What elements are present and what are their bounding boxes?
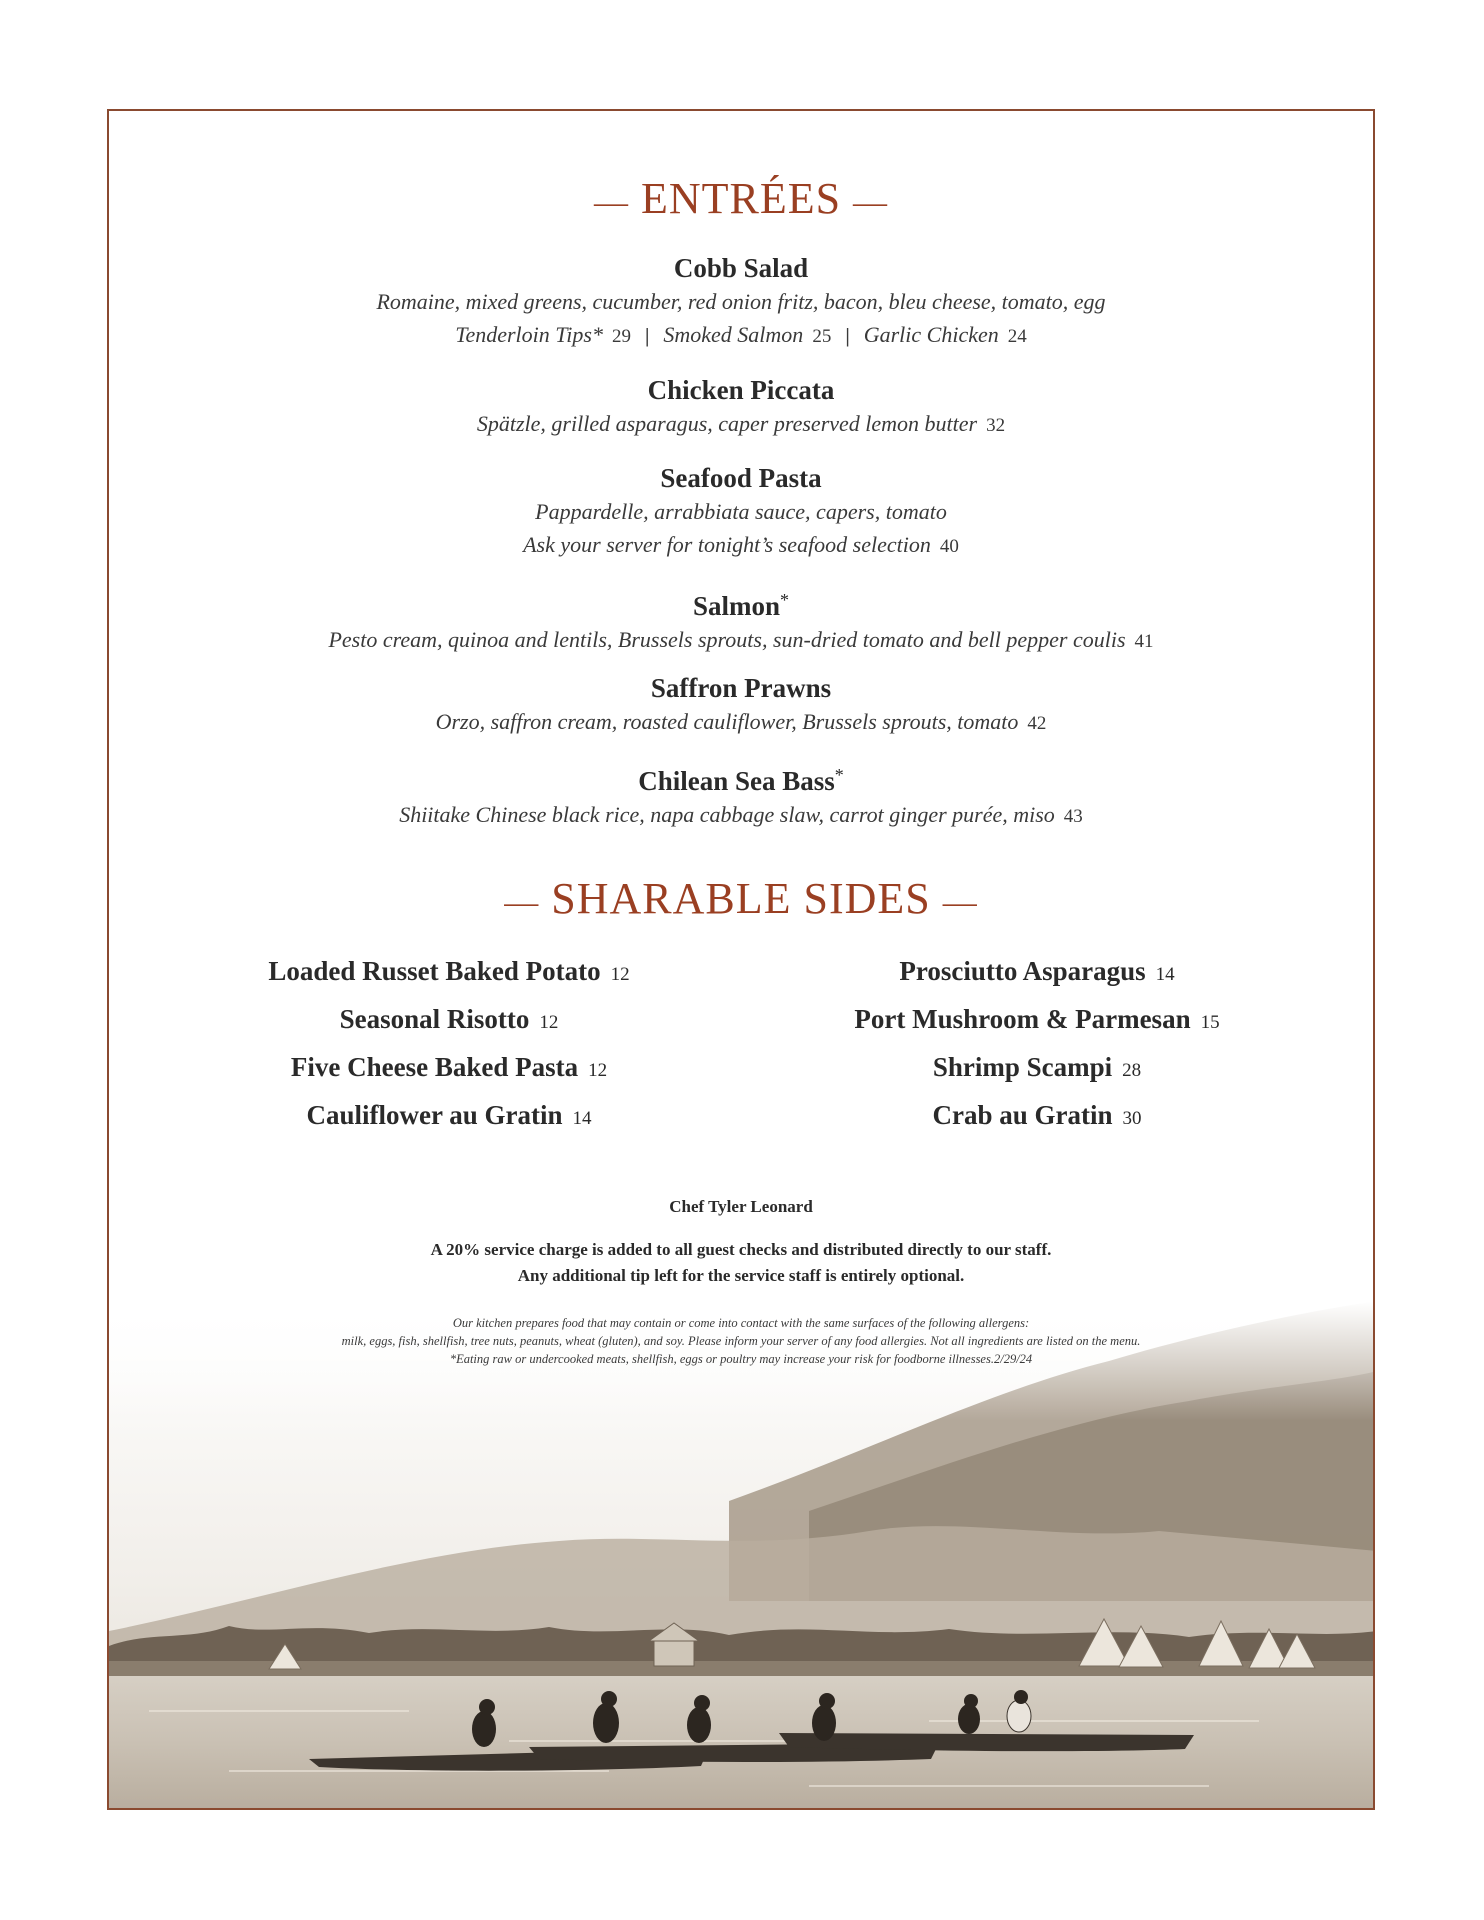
dish-name: Salmon*	[692, 590, 790, 621]
allergen-disclaimer	[109, 1314, 1373, 1368]
dish-description-2: Ask your server for tonight’s seafood selection 40	[523, 532, 959, 557]
heading-dash: —	[942, 883, 978, 921]
sides-heading	[109, 873, 1373, 924]
side-price: 14	[572, 1108, 592, 1129]
option-price: 25	[812, 326, 832, 347]
dish-description: Shiitake Chinese black rice, napa cabbage slaw, carrot ginger purée, miso 43	[399, 802, 1083, 827]
side-item: Port Mushroom & Parmesan 15	[854, 1004, 1220, 1034]
allergen-line: milk, eggs, fish, shellfish, tree nuts, peanuts, wheat (gluten), and soy. Please inform your server of any food allergies. Not all ingredients are listed on the menu.	[341, 1334, 1141, 1348]
dish-description: Orzo, saffron cream, roasted cauliflower, Brussels sprouts, tomato 42	[435, 709, 1047, 734]
dish-name: Seafood Pasta	[660, 463, 822, 493]
side-item: Prosciutto Asparagus 14	[899, 956, 1175, 986]
heading-dash: —	[504, 883, 540, 921]
side-price: 12	[610, 964, 630, 985]
dish-description: Pesto cream, quinoa and lentils, Brussels sprouts, sun-dried tomato and bell pepper coulis 41	[328, 627, 1154, 652]
raw-warning-mark: *	[780, 590, 790, 610]
dish-name: Chicken Piccata	[647, 375, 835, 405]
side-item: Loaded Russet Baked Potato 12	[268, 956, 630, 986]
dish-saffron-prawns	[109, 671, 1373, 740]
dish-name: Saffron Prawns	[650, 673, 832, 703]
dish-price: 32	[986, 415, 1006, 436]
side-price: 12	[588, 1060, 608, 1081]
option-price: 29	[611, 326, 631, 347]
side-item: Crab au Gratin 30	[932, 1100, 1142, 1130]
menu-frame	[107, 109, 1375, 1810]
side-item: Shrimp Scampi 28	[932, 1052, 1142, 1082]
side-price: 15	[1200, 1012, 1220, 1033]
service-line: A 20% service charge is added to all guest checks and distributed directly to our staff.	[430, 1240, 1052, 1259]
dish-cobb-salad	[109, 251, 1373, 353]
dish-seafood-pasta	[109, 461, 1373, 563]
dish-chilean-sea-bass	[109, 758, 1373, 833]
dish-description: Spätzle, grilled asparagus, caper preserved lemon butter 32	[476, 411, 1006, 436]
side-item: Five Cheese Baked Pasta 12	[290, 1052, 608, 1082]
option-separator: |	[845, 325, 850, 347]
dish-name: Chilean Sea Bass*	[638, 765, 844, 796]
dish-description: Pappardelle, arrabbiata sauce, capers, tomato	[535, 499, 947, 524]
dish-salmon	[109, 583, 1373, 658]
option-label: Garlic Chicken	[863, 322, 999, 347]
heading-dash: —	[593, 183, 629, 221]
option-separator: |	[644, 325, 650, 347]
lake-canoe-photo	[109, 1301, 1375, 1810]
side-item: Cauliflower au Gratin 14	[306, 1100, 592, 1130]
service-line: Any additional tip left for the service staff is entirely optional.	[517, 1266, 965, 1285]
chef-credit: Chef Tyler Leonard	[669, 1197, 813, 1216]
dish-options	[109, 318, 1373, 353]
dish-price: 40	[939, 536, 959, 557]
dish-price: 42	[1027, 713, 1047, 734]
heading-dash: —	[853, 183, 889, 221]
side-item: Seasonal Risotto 12	[339, 1004, 559, 1034]
sides-title: SHARABLE SIDES	[551, 874, 931, 923]
side-price: 14	[1155, 964, 1175, 985]
entrees-heading	[109, 173, 1373, 224]
dish-description: Romaine, mixed greens, cucumber, red onion fritz, bacon, bleu cheese, tomato, egg	[376, 289, 1106, 314]
option-price: 24	[1007, 326, 1027, 347]
dish-chicken-piccata	[109, 373, 1373, 442]
dish-price: 41	[1134, 631, 1154, 652]
dish-name: Cobb Salad	[673, 253, 809, 283]
allergen-line: *Eating raw or undercooked meats, shellfish, eggs or poultry may increase your risk for foodborne illnesses.2/29/24	[449, 1352, 1033, 1366]
sides-left-column	[169, 949, 729, 1141]
option-label: Tenderloin Tips*	[455, 322, 603, 347]
side-price: 28	[1122, 1060, 1142, 1081]
service-charge-note	[109, 1237, 1373, 1289]
option-label: Smoked Salmon	[663, 322, 804, 347]
side-price: 30	[1122, 1108, 1142, 1129]
allergen-line: Our kitchen prepares food that may contain or come into contact with the same surfaces of the following allergens:	[452, 1316, 1030, 1330]
side-price: 12	[539, 1012, 559, 1033]
raw-warning-mark: *	[834, 765, 844, 785]
entrees-title: ENTRÉES	[640, 174, 842, 223]
dish-price: 43	[1063, 806, 1083, 827]
sides-right-column	[757, 949, 1317, 1141]
